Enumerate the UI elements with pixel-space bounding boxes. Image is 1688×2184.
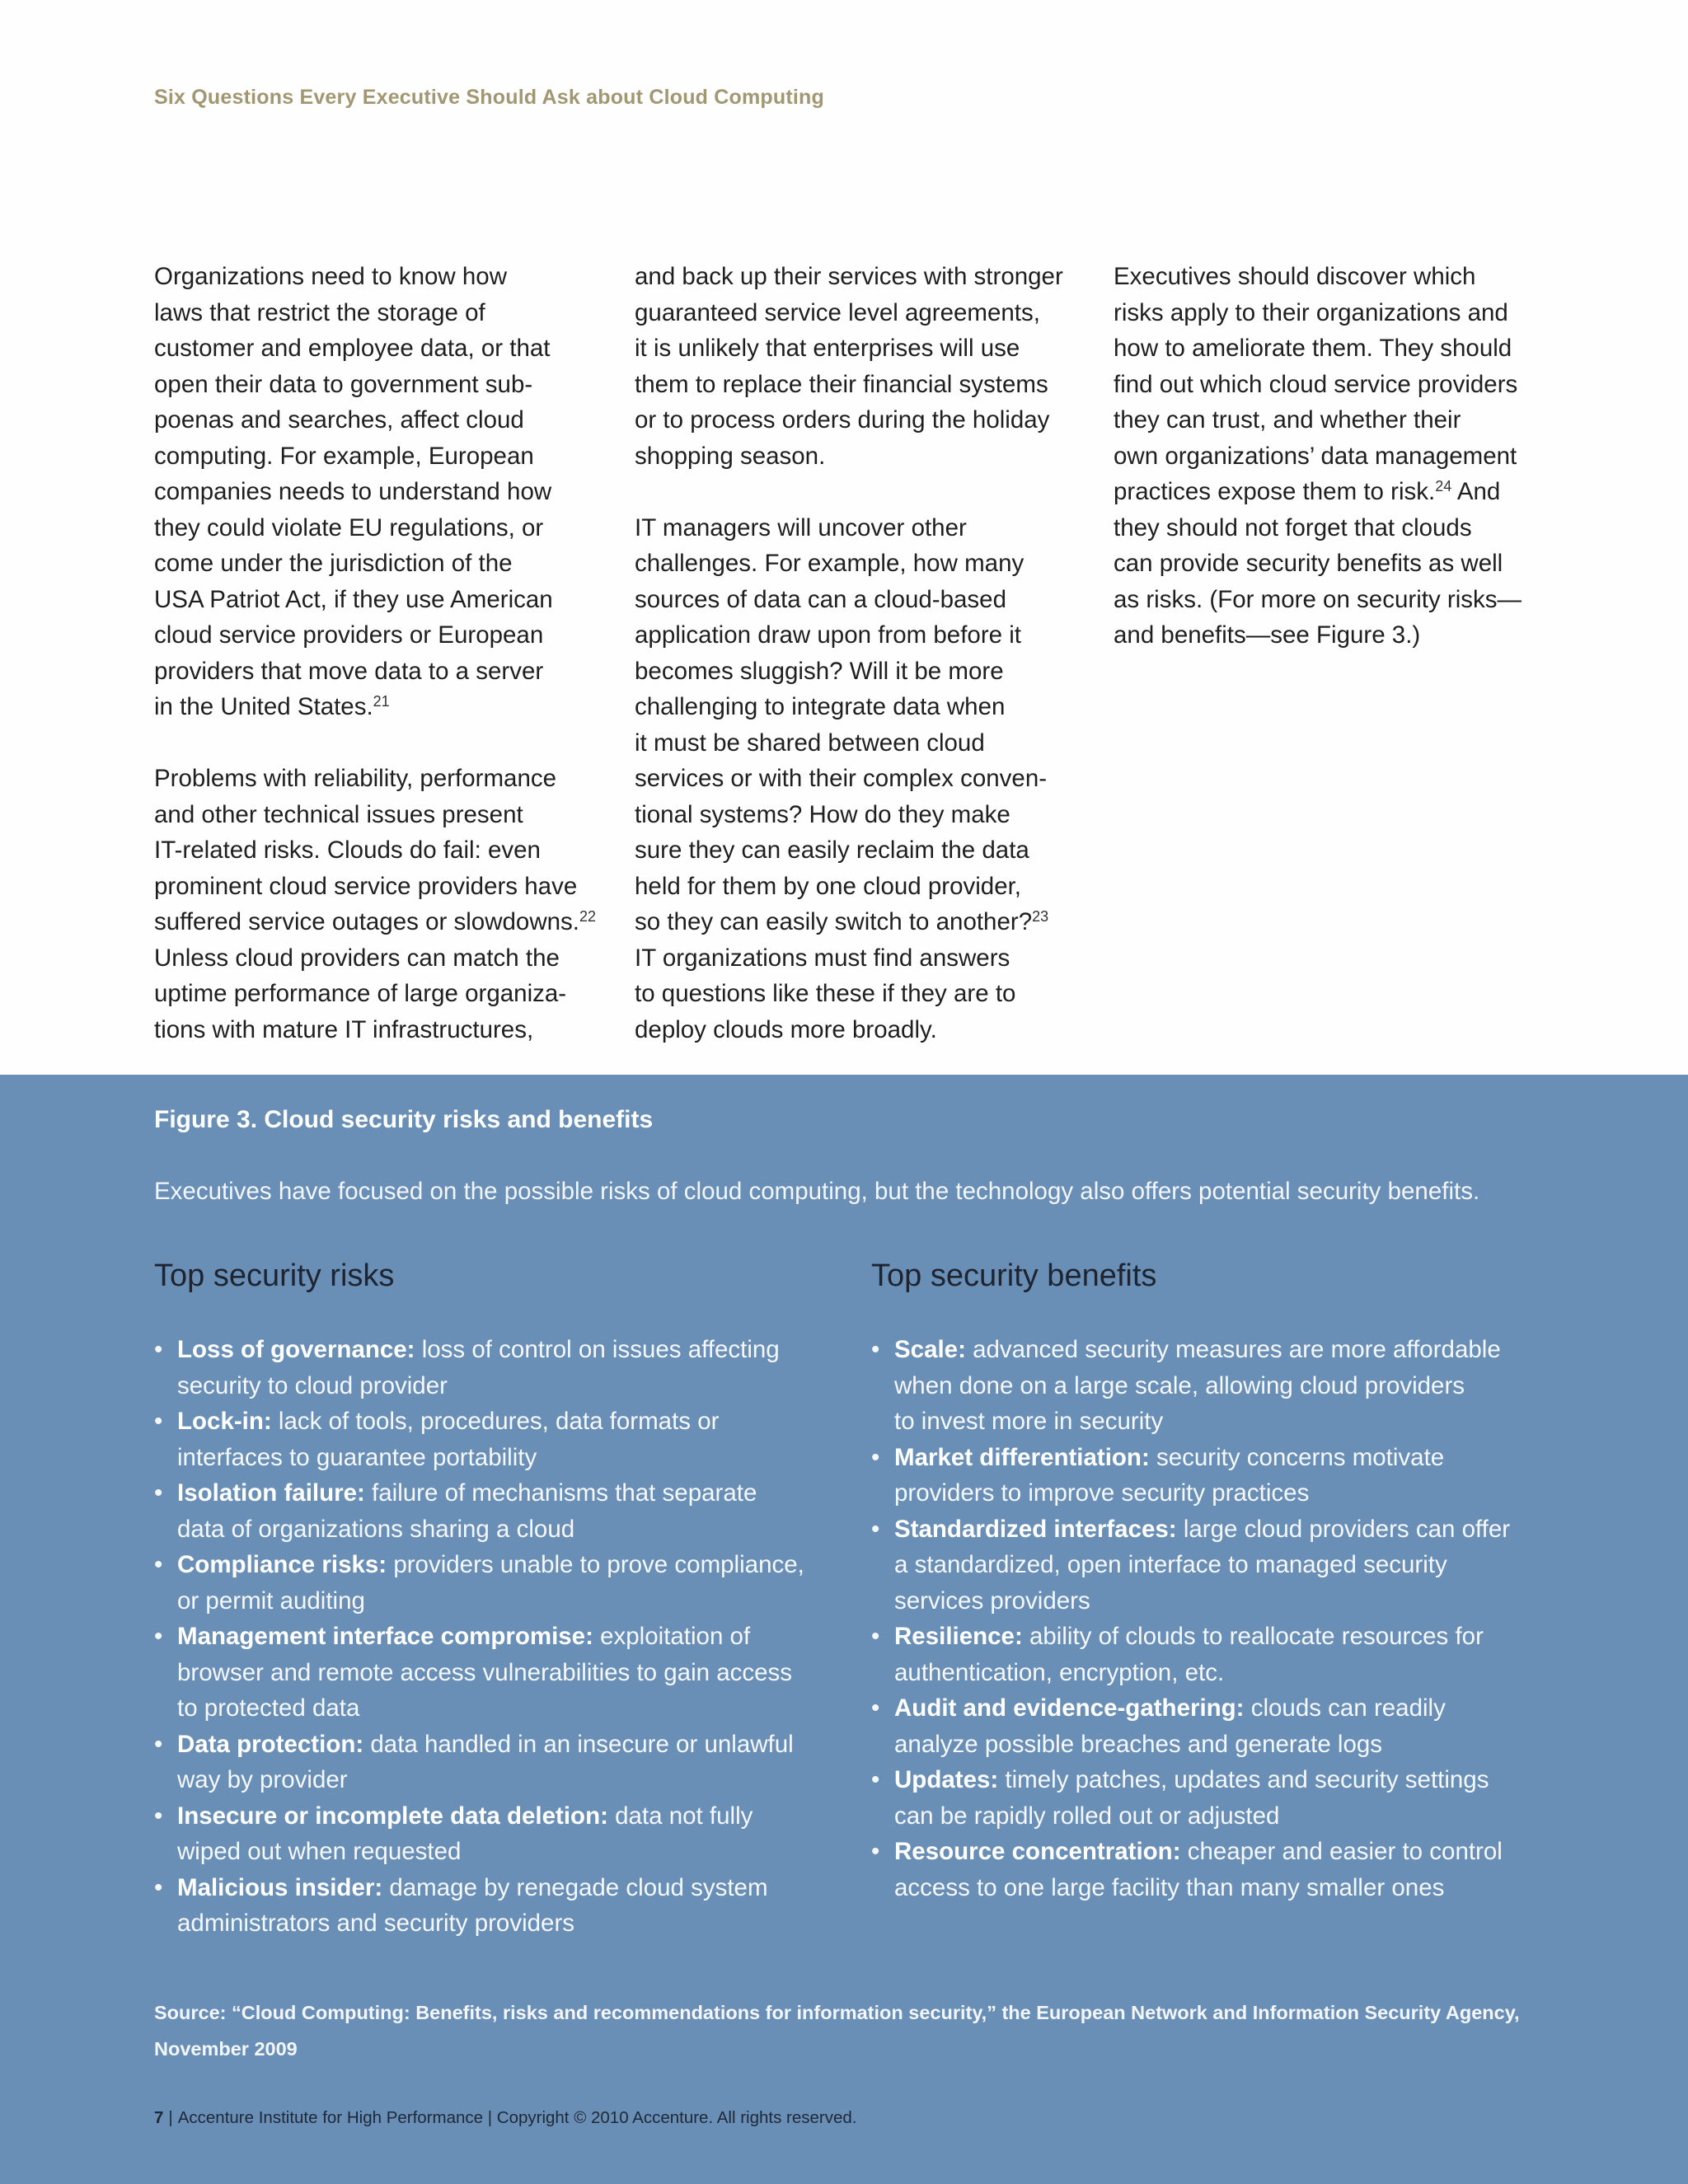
bullet-icon: •	[154, 1408, 163, 1435]
benefit-item	[871, 1834, 1547, 1905]
figure-title: Figure 3. Cloud security risks and benefits	[154, 1106, 654, 1133]
item-term: Standardized interfaces:	[894, 1515, 1177, 1543]
item-term: Malicious insider:	[177, 1873, 383, 1901]
risk-item	[154, 1332, 855, 1404]
running-header: Six Questions Every Executive Should Ask about Cloud Computing	[154, 86, 824, 109]
benefits-column	[871, 1256, 1547, 1905]
item-term: Data protection:	[177, 1730, 364, 1758]
footnote-ref[interactable]: 24	[1435, 478, 1452, 494]
benefits-heading: Top security benefits	[871, 1258, 1157, 1293]
item-term: Audit and evidence-gathering:	[894, 1694, 1245, 1722]
risk-item	[154, 1727, 855, 1798]
bullet-icon: •	[871, 1623, 880, 1650]
text-column-1	[154, 259, 599, 1084]
paragraph-text: IT managers will uncover other challenges. For example, how many sources of data can a cloud-based application draw upon from before it becomes sluggish? Will it be more challenging to integrate data when it must be shared between cloud services or with their complex conven- tional systems? How do they make sure they can easily reclaim the data held for them by one cloud provider, so they can easily switch to another?	[635, 513, 1048, 935]
footnote-ref[interactable]: 21	[373, 693, 390, 710]
item-term: Loss of governance:	[177, 1336, 415, 1363]
figure-subtitle: Executives have focused on the possible risks of cloud computing, but the technology also offers potential security benefits.	[154, 1178, 1480, 1205]
paragraph	[635, 510, 1080, 1048]
page-footer	[154, 2108, 856, 2128]
bullet-icon: •	[154, 1873, 163, 1901]
item-term: Resilience:	[894, 1623, 1023, 1650]
footnote-ref[interactable]: 23	[1032, 908, 1049, 925]
paragraph-text: Problems with reliability, performance and other technical issues present IT-related risks. Clouds do fail: even prominent cloud service providers have suffered service outages or slowdowns.	[154, 765, 579, 935]
risks-list	[154, 1332, 855, 1942]
bullet-icon: •	[154, 1730, 163, 1758]
paragraph	[1114, 259, 1559, 654]
source-note: Source: “Cloud Computing: Benefits, risks and recommendations for information security,” the European Network and Information Security Agency, November 2009	[154, 2002, 1520, 2060]
item-term: Updates:	[894, 1766, 999, 1793]
bullet-icon: •	[154, 1802, 163, 1830]
risk-item	[154, 1404, 855, 1475]
item-description: advanced security measures are more affordable when done on a large scale, allowing cloud providers to invest more in security	[894, 1336, 1501, 1435]
risk-item	[154, 1870, 855, 1942]
item-term: Compliance risks:	[177, 1551, 387, 1578]
item-description: security concerns motivate providers to improve security practices	[894, 1443, 1445, 1507]
benefit-item	[871, 1762, 1547, 1834]
paragraph-text: IT organizations must find answers to questions like these if they are to deploy clouds more broadly.	[635, 944, 1016, 1043]
risk-item	[154, 1547, 855, 1619]
risks-column	[154, 1256, 855, 1942]
bullet-icon: •	[154, 1336, 163, 1363]
item-description: damage by renegade cloud system administrators and security providers	[177, 1873, 768, 1937]
footer-text: Accenture Institute for High Performance | Copyright © 2010 Accenture. All rights reserved.	[177, 2108, 857, 2127]
item-description: clouds can readily analyze possible breaches and generate logs	[894, 1694, 1446, 1758]
benefit-item	[871, 1332, 1547, 1440]
item-description: loss of control on issues affecting security to cloud provider	[177, 1336, 780, 1399]
item-description: timely patches, updates and security settings can be rapidly rolled out or adjusted	[894, 1766, 1489, 1830]
item-description: data not fully wiped out when requested	[177, 1802, 753, 1865]
bullet-icon: •	[154, 1623, 163, 1650]
item-description: exploitation of browser and remote access vulnerabilities to gain access to protected data	[177, 1623, 793, 1722]
body-text-columns	[154, 259, 1539, 1050]
text-column-3	[1114, 259, 1559, 689]
risk-item	[154, 1619, 855, 1727]
bullet-icon: •	[154, 1479, 163, 1507]
item-description: providers unable to prove compliance, or permit auditing	[177, 1551, 804, 1615]
benefit-item	[871, 1690, 1547, 1762]
footer-separator: |	[168, 2108, 173, 2127]
benefit-item	[871, 1440, 1547, 1511]
risks-heading: Top security risks	[154, 1258, 395, 1293]
benefit-item	[871, 1511, 1547, 1619]
bullet-icon: •	[154, 1551, 163, 1578]
footnote-ref[interactable]: 22	[579, 908, 597, 925]
benefit-item	[871, 1619, 1547, 1690]
item-description: lack of tools, procedures, data formats or interfaces to guarantee portability	[177, 1408, 720, 1471]
paragraph: and back up their services with stronger guaranteed service level agreements, it is unlikely that enterprises will use them to replace their financial systems or to process orders during the holiday shopping season.	[635, 263, 1063, 470]
item-term: Insecure or incomplete data deletion:	[177, 1802, 608, 1830]
figure-panel	[0, 1075, 1688, 2184]
item-description: large cloud providers can offer a standardized, open interface to managed security services providers	[894, 1515, 1511, 1615]
item-term: Market differentiation:	[894, 1443, 1150, 1471]
item-term: Isolation failure:	[177, 1479, 365, 1507]
bullet-icon: •	[871, 1443, 880, 1471]
page-number: 7	[154, 2108, 164, 2127]
bullet-icon: •	[871, 1515, 880, 1543]
bullet-icon: •	[871, 1694, 880, 1722]
item-term: Resource concentration:	[894, 1838, 1181, 1865]
risk-item	[154, 1475, 855, 1547]
paragraph-text: Executives should discover which risks apply to their organizations and how to ameliorate them. They should find out which cloud service providers they can trust, and whether their own organizations’ data management practices expose them to risk.	[1114, 263, 1518, 505]
item-description: cheaper and easier to control access to one large facility than many smaller ones	[894, 1838, 1503, 1901]
paragraph-text: Unless cloud providers can match the uptime performance of large organiza- tions with mature IT infrastructures,	[154, 944, 567, 1043]
item-term: Lock-in:	[177, 1408, 272, 1435]
bullet-icon: •	[871, 1766, 880, 1793]
item-description: data handled in an insecure or unlawful way by provider	[177, 1730, 794, 1793]
paragraph	[154, 761, 599, 1047]
item-term: Scale:	[894, 1336, 966, 1363]
item-description: failure of mechanisms that separate data of organizations sharing a cloud	[177, 1479, 757, 1543]
item-description: ability of clouds to reallocate resources for authentication, encryption, etc.	[894, 1623, 1484, 1686]
paragraph-text: Organizations need to know how laws that restrict the storage of customer and employee data, or that open their data to government sub- poenas and searches, affect cloud computing. For example, European companies needs to understand how they could violate EU regulations, or come under the jurisdiction of the USA Patriot Act, if they use American cloud service providers or European providers that move data to a server in the United States.	[154, 263, 553, 720]
paragraph	[154, 259, 599, 725]
bullet-icon: •	[871, 1336, 880, 1363]
text-column-2	[635, 259, 1080, 1084]
item-term: Management interface compromise:	[177, 1623, 593, 1650]
paragraph-text: And they should not forget that clouds can provide security benefits as well as risks. (For more on security risks— and benefits—see Figure 3.)	[1114, 478, 1522, 649]
benefits-list	[871, 1332, 1547, 1905]
risk-item	[154, 1798, 855, 1870]
bullet-icon: •	[871, 1838, 880, 1865]
